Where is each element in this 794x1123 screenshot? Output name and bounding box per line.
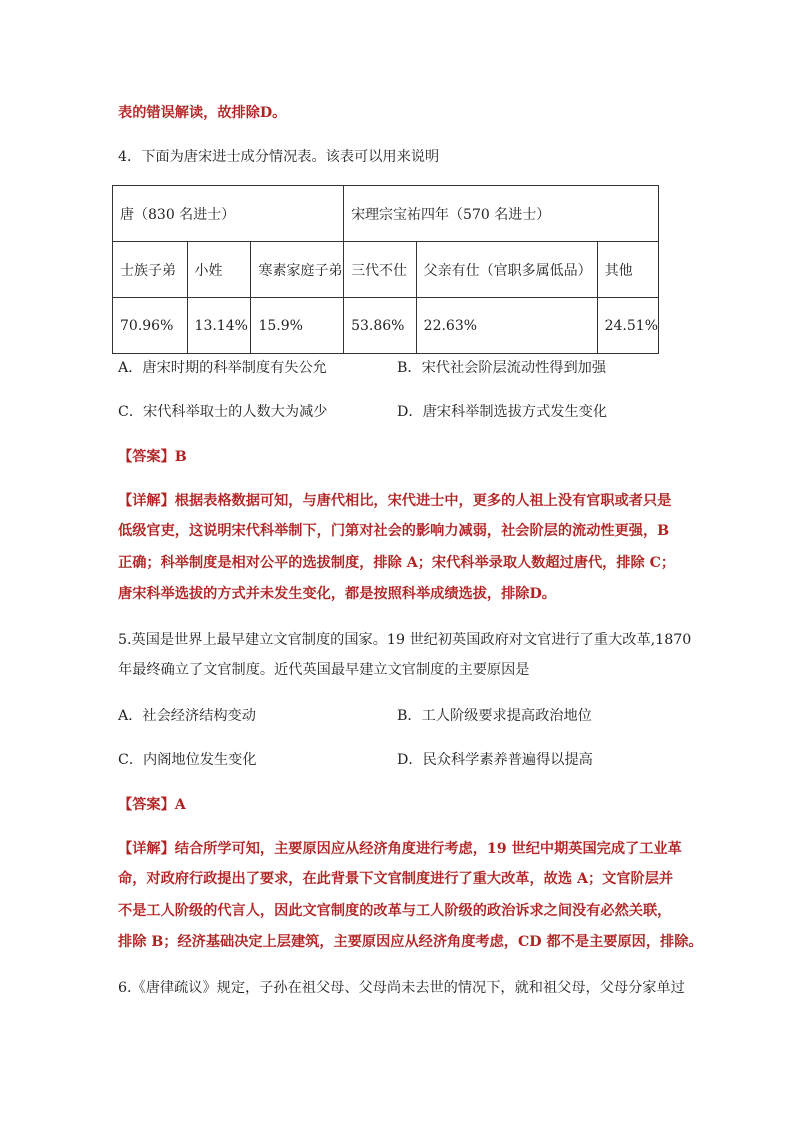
q5-detail-line: 命，对政府行政提出了要求，在此背景下文官制度进行了重大改革，故选 A；文官阶层并 xyxy=(118,871,674,887)
table-cell: 13.14% xyxy=(187,298,251,354)
q4-option-a: A．唐宋时期的科举制度有失公允 xyxy=(118,360,327,376)
q5-option-d: D．民众科学素养普遍得以提高 xyxy=(397,752,593,768)
q4-answer: 【答案】B xyxy=(118,449,187,465)
q5-detail-line: 【详解】结合所学可知，主要原因应从经济角度进行考虑，19 世纪中期英国完成了工业革 xyxy=(118,841,682,857)
prev-answer-tail: 表的错误解读，故排除D。 xyxy=(118,105,287,121)
table-cell: 寒素家庭子弟 xyxy=(251,242,344,298)
table-row xyxy=(113,242,659,298)
table-cell: 小姓 xyxy=(187,242,251,298)
q5-detail-line: 排除 B；经济基础决定上层建筑，主要原因应从经济角度考虑，CD 都不是主要原因，排除。 xyxy=(118,934,703,950)
question-6-stem: 6.《唐律疏议》规定，子孙在祖父母、父母尚未去世的情况下，就和祖父母，父母分家单过 xyxy=(118,980,685,996)
table-header-song: 宋理宗宝祐四年（570 名进士） xyxy=(344,186,659,242)
table-row xyxy=(113,298,659,354)
table-cell: 三代不仕 xyxy=(344,242,417,298)
table-cell: 53.86% xyxy=(344,298,417,354)
q4-detail-line: 低级官吏，这说明宋代科举制下，门第对社会的影响力减弱，社会阶层的流动性更强，B xyxy=(118,523,670,539)
q4-option-d: D．唐宋科举制选拔方式发生变化 xyxy=(397,404,608,420)
q5-answer: 【答案】A xyxy=(118,797,186,813)
q4-detail-line: 正确；科举制度是相对公平的选拔制度，排除 A；宋代科举录取人数超过唐代，排除 C； xyxy=(118,555,676,571)
q4-detail-line: 唐宋科举选拔的方式并未发生变化，都是按照科举成绩选拔，排除D。 xyxy=(118,586,556,602)
table-cell: 24.51% xyxy=(597,298,658,354)
question-5-stem-line1: 5.英国是世界上最早建立文官制度的国家。19 世纪初英国政府对文官进行了重大改革,1870 xyxy=(118,632,692,648)
q4-option-b: B．宋代社会阶层流动性得到加强 xyxy=(397,360,607,376)
table-cell: 其他 xyxy=(597,242,658,298)
question-4-stem: 4．下面为唐宋进士成分情况表。该表可以用来说明 xyxy=(118,149,440,165)
table-cell: 70.96% xyxy=(113,298,188,354)
table-header-tang: 唐（830 名进士） xyxy=(113,186,344,242)
table-cell: 15.9% xyxy=(251,298,344,354)
q5-detail-line: 不是工人阶级的代言人，因此文官制度的改革与工人阶级的政治诉求之间没有必然关联， xyxy=(118,903,672,919)
q4-detail-line: 【详解】根据表格数据可知，与唐代相比，宋代进士中，更多的人祖上没有官职或者只是 xyxy=(118,493,672,509)
q4-option-c: C．宋代科举取士的人数大为减少 xyxy=(118,404,328,420)
table-cell: 父亲有仕（官职多属低品） xyxy=(416,242,597,298)
table-cell: 士族子弟 xyxy=(113,242,188,298)
question-5-stem-line2: 年最终确立了文官制度。近代英国最早建立文官制度的主要原因是 xyxy=(118,662,530,678)
q5-option-c: C．内阁地位发生变化 xyxy=(118,752,257,768)
table-row xyxy=(113,186,659,242)
q5-option-b: B．工人阶级要求提高政治地位 xyxy=(397,708,592,724)
table-cell: 22.63% xyxy=(416,298,597,354)
q5-option-a: A．社会经济结构变动 xyxy=(118,708,256,724)
comparison-table xyxy=(112,185,659,354)
